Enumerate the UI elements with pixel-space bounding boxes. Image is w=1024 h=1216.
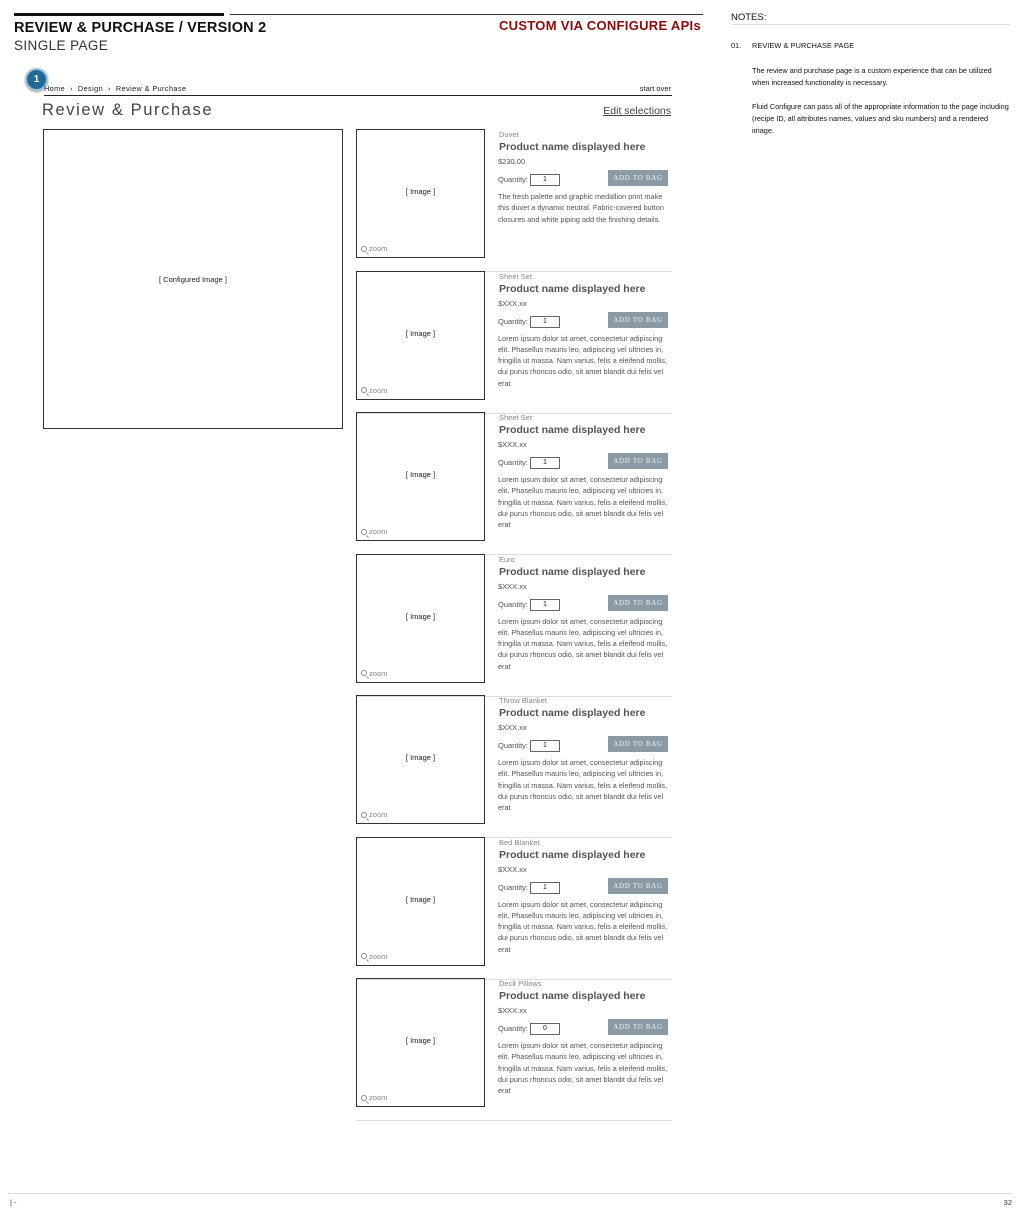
zoom-link[interactable]	[361, 810, 387, 819]
zoom-label: zoom	[369, 810, 388, 819]
zoom-link[interactable]	[361, 1093, 387, 1102]
product-image-label: [ Image ]	[405, 894, 436, 904]
product-image-label: [ Image ]	[405, 328, 436, 338]
quantity-input[interactable]: 1	[530, 882, 560, 894]
footer-left: | -	[10, 1198, 17, 1207]
product-item	[356, 412, 672, 555]
quantity-label: Quantity:	[498, 175, 529, 184]
quantity-input[interactable]: 1	[530, 174, 560, 186]
quantity-input[interactable]: 0	[530, 1023, 560, 1035]
configured-image-label: [ Configured Image ]	[159, 274, 227, 284]
product-image-label: [ Image ]	[405, 1036, 436, 1045]
zoom-label: zoom	[369, 385, 388, 395]
magnifier-icon	[361, 246, 367, 252]
add-to-bag-button[interactable]: ADD TO BAG	[608, 312, 668, 328]
configured-image	[43, 129, 343, 429]
product-image-label: [ Image ]	[405, 753, 436, 762]
product-price: $XXX.xx	[498, 1006, 527, 1015]
product-description: Lorem ipsum dolor sit amet, consectetur adipiscing elit. Phasellus mauris leo, adipiscing vel ultricies in, fringilla ut massa. Nam varius, felis a eleifend mollis, dui purus rhoncus odio, sit amet blandit dui felis vel erat	[498, 758, 668, 813]
quantity-label: Quantity:	[498, 316, 529, 326]
add-to-bag-button[interactable]: ADD TO BAG	[608, 878, 668, 894]
product-description: Lorem ipsum dolor sit amet, consectetur adipiscing elit. Phasellus mauris leo, adipiscing vel ultricies in, fringilla ut massa. Nam varius, felis a eleifend mollis, dui purus rhoncus odio, sit amet blandit dui felis vel erat	[498, 333, 668, 388]
zoom-label: zoom	[369, 527, 388, 536]
product-image[interactable]	[356, 271, 485, 400]
page-title: Review & Purchase	[42, 101, 214, 119]
product-image[interactable]	[356, 412, 485, 541]
note-heading: REVIEW & PURCHASE PAGE	[752, 41, 855, 50]
product-description: The fresh palette and graphic medallion print make this duvet a dynamic neutral. Fabric-covered button closures and white piping add the finishing details.	[498, 192, 664, 224]
product-category: Bed Blanket	[499, 837, 540, 847]
product-image[interactable]	[356, 129, 485, 258]
product-price: $230.00	[498, 157, 526, 166]
zoom-link[interactable]	[361, 386, 387, 395]
zoom-link[interactable]	[361, 244, 387, 253]
zoom-link[interactable]	[361, 952, 387, 961]
quantity-input[interactable]: 1	[530, 740, 560, 752]
product-item	[356, 837, 672, 980]
product-image[interactable]	[356, 695, 485, 824]
quantity-input[interactable]: 1	[530, 316, 560, 328]
magnifier-icon	[361, 670, 367, 676]
product-price: $XXX.xx	[498, 440, 527, 449]
breadcrumb-divider	[44, 95, 672, 96]
quantity-label: Quantity:	[498, 458, 529, 467]
add-to-bag-button[interactable]: ADD TO BAG	[608, 1019, 668, 1035]
product-image[interactable]	[356, 837, 485, 966]
footer-divider	[8, 1193, 1012, 1194]
product-price: $XXX.xx	[498, 723, 527, 732]
quantity-input[interactable]: 1	[530, 599, 560, 611]
zoom-link[interactable]	[361, 527, 387, 536]
zoom-label: zoom	[369, 244, 388, 253]
custom-api-tag: CUSTOM VIA CONFIGURE APIs	[498, 18, 701, 33]
header-rule-thick	[14, 13, 224, 16]
zoom-label: zoom	[369, 668, 388, 678]
product-description: Lorem ipsum dolor sit amet, consectetur adipiscing elit. Phasellus mauris leo, adipiscing vel ultricies in, fringilla ut massa. Nam varius, felis a eleifend mollis, dui purus rhoncus odio, sit amet blandit dui felis vel erat	[498, 475, 668, 530]
note-number: 01.	[731, 41, 742, 50]
product-item	[356, 695, 672, 838]
notes-divider	[731, 24, 1010, 25]
product-name: Product name displayed here	[499, 424, 646, 436]
product-category: Sheet Set	[499, 413, 532, 422]
product-category: Throw Blanket	[499, 696, 547, 705]
breadcrumb-separator: ›	[70, 84, 73, 93]
product-name: Product name displayed here	[499, 565, 646, 578]
quantity-label: Quantity:	[498, 741, 529, 750]
product-price: $XXX.xx	[498, 298, 527, 308]
add-to-bag-button[interactable]: ADD TO BAG	[608, 453, 668, 469]
product-category: Sheet Set	[499, 271, 532, 281]
product-name: Product name displayed here	[499, 848, 646, 861]
quantity-label: Quantity:	[498, 1024, 529, 1033]
notes-title: NOTES:	[731, 12, 767, 23]
product-name: Product name displayed here	[499, 707, 646, 719]
product-description: Lorem ipsum dolor sit amet, consectetur adipiscing elit. Phasellus mauris leo, adipiscing vel ultricies in, fringilla ut massa. Nam varius, felis a eleifend mollis, dui purus rhoncus odio, sit amet blandit dui felis vel erat	[498, 616, 668, 671]
add-to-bag-button[interactable]: ADD TO BAG	[608, 170, 668, 186]
magnifier-icon	[361, 953, 367, 959]
product-name: Product name displayed here	[499, 990, 646, 1002]
product-description: Lorem ipsum dolor sit amet, consectetur adipiscing elit. Phasellus mauris leo, adipiscing vel ultricies in, fringilla ut massa. Nam varius, felis a eleifend mollis, dui purus rhoncus odio, sit amet blandit dui felis vel erat	[498, 899, 668, 954]
annotation-badge: 1	[25, 68, 48, 91]
note-paragraph-1: The review and purchase page is a custom experience that can be utilized when increased functionality is necessary.	[752, 66, 992, 87]
zoom-link[interactable]	[361, 669, 387, 678]
quantity-label: Quantity:	[498, 882, 529, 892]
product-price: $XXX.xx	[498, 864, 527, 874]
product-image-label: [ Image ]	[405, 187, 436, 196]
magnifier-icon	[361, 387, 367, 393]
header-rule-thin	[230, 14, 703, 15]
page-number: 32	[1003, 1198, 1012, 1207]
magnifier-icon	[361, 812, 367, 818]
quantity-input[interactable]: 1	[530, 457, 560, 469]
product-category: Deck Pillows	[499, 979, 542, 988]
product-price: $XXX.xx	[498, 581, 527, 591]
product-image[interactable]	[356, 978, 485, 1107]
product-image-label: [ Image ]	[405, 470, 436, 479]
product-name: Product name displayed here	[499, 282, 646, 295]
breadcrumb-current: Review & Purchase	[115, 84, 187, 93]
product-item	[356, 129, 672, 272]
start-over-link[interactable]: start over	[639, 84, 671, 93]
doc-subtitle: SINGLE PAGE	[14, 38, 109, 53]
breadcrumb-separator: ›	[108, 84, 111, 93]
product-item	[356, 978, 672, 1121]
product-image-label: [ Image ]	[405, 611, 436, 621]
magnifier-icon	[361, 529, 367, 535]
product-item	[356, 554, 672, 697]
zoom-label: zoom	[369, 1093, 388, 1102]
quantity-label: Quantity:	[498, 599, 529, 609]
doc-title: REVIEW & PURCHASE / VERSION 2	[14, 20, 267, 36]
product-name: Product name displayed here	[499, 141, 646, 153]
product-item	[356, 271, 672, 414]
magnifier-icon	[361, 1095, 367, 1101]
edit-selections-link[interactable]: Edit selections	[603, 105, 671, 117]
product-image[interactable]	[356, 554, 485, 683]
product-category: Euro	[499, 554, 515, 564]
zoom-label: zoom	[369, 951, 388, 961]
add-to-bag-button[interactable]: ADD TO BAG	[608, 736, 668, 752]
product-category: Duvet	[499, 130, 519, 139]
add-to-bag-button[interactable]: ADD TO BAG	[608, 595, 668, 611]
note-paragraph-2: Fluid Configure can pass all of the appropriate information to the page including (recipe ID, all attributes names, values and sku numbers) and a rendered image.	[752, 102, 1009, 135]
breadcrumb	[44, 84, 186, 93]
product-description: Lorem ipsum dolor sit amet, consectetur adipiscing elit. Phasellus mauris leo, adipiscing vel ultricies in, fringilla ut massa. Nam varius, felis a eleifend mollis, dui purus rhoncus odio, sit amet blandit dui felis vel erat	[498, 1041, 668, 1096]
breadcrumb-design[interactable]: Design	[77, 84, 104, 93]
breadcrumb-home[interactable]: Home	[44, 84, 66, 93]
